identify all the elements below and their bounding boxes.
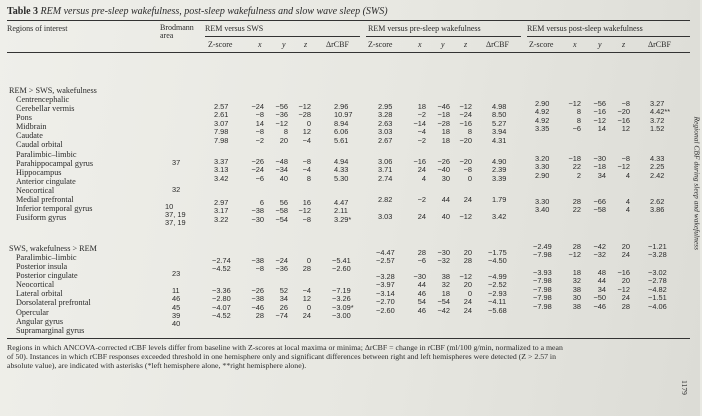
s2-g3-drcbf-block1: −1.21 −3.28 bbox=[648, 242, 667, 260]
s2-g3-zscore-block1: −2.49 −7.98 bbox=[533, 242, 552, 260]
header-group-rem-pre: REM versus pre-sleep wakefulness bbox=[368, 24, 481, 33]
header-group-rem-post: REM versus post-sleep wakefulness bbox=[527, 24, 643, 33]
s1-g1-zscore-block2: 3.37 3.13 3.42 bbox=[214, 157, 229, 183]
s1-g1-zc-block1: −12 −28 0 12 −4 bbox=[298, 102, 311, 145]
s2-g1-zc-block1: 0 28 bbox=[302, 256, 311, 274]
s2-g1-y-block1: −24 −36 bbox=[275, 256, 288, 274]
section1-region-list: Centrencephalic Cerebellar vermis Pons Midbrain Caudate Caudal orbital Paralimbic–limbic Parahippocampal gyrus Hippocampus Anterior cingulate Neocortical Medial prefrontal Inferior temporal gyrus Fusiform gyrus bbox=[16, 95, 94, 223]
subheader-zc2: z bbox=[464, 40, 468, 49]
subheader-z2: Z-score bbox=[368, 40, 393, 49]
table-title bbox=[7, 6, 388, 17]
s1-g1-x-block2: −26 −24 −6 bbox=[251, 157, 264, 183]
subheader-x1: x bbox=[258, 40, 262, 49]
header-brodmann: Brodmann area bbox=[160, 23, 194, 40]
s2-g2-y-block1: −30 −32 bbox=[437, 248, 450, 266]
s2-g2-drcbf-block2: −4.99 −2.52 −2.93 −4.11 −5.68 bbox=[488, 272, 507, 315]
s2-g2-x-block2: −30 44 46 54 46 bbox=[413, 272, 426, 315]
table-caption: REM versus pre-sleep wakefulness, post-sleep wakefulness and slow wave sleep (SWS) bbox=[40, 6, 388, 17]
s2-g2-zscore-block1: −4.47 −2.57 bbox=[376, 248, 395, 266]
s1-g3-drcbf-block2: 4.33 2.25 2.42 bbox=[650, 154, 665, 180]
s2-g1-zc-block2: −4 12 0 24 bbox=[302, 286, 311, 321]
s1-g2-zscore-block2: 3.06 3.71 2.74 bbox=[378, 157, 393, 183]
s1-g1-drcbf-block3: 4.47 2.11 3.29* bbox=[334, 198, 352, 224]
header-bottom-rule bbox=[7, 52, 690, 53]
section1-heading: REM > SWS, wakefulness bbox=[9, 86, 97, 95]
group3-rule bbox=[527, 36, 690, 37]
s2-g2-zc-block2: −12 20 0 24 24 bbox=[459, 272, 472, 315]
group2-rule bbox=[366, 36, 521, 37]
s2-g1-zscore-block1: −2.74 −4.52 bbox=[212, 256, 231, 274]
s2-g1-x-block1: −38 −8 bbox=[251, 256, 264, 274]
subheader-y3: y bbox=[598, 40, 602, 49]
header-group-rem-sws: REM versus SWS bbox=[205, 24, 264, 33]
section2-heading: SWS, wakefulness > REM bbox=[9, 244, 97, 253]
s2-g3-x-block1: 28 −12 bbox=[568, 242, 581, 260]
s2-g3-zc-block1: 20 24 bbox=[621, 242, 630, 260]
s1-g3-zscore-block3: 3.30 3.40 bbox=[535, 197, 550, 215]
footnote-line3: absolute value), are indicated with asterisks (*left hemisphere alone, **right hemisphere alone). bbox=[7, 361, 307, 370]
subheader-x3: x bbox=[573, 40, 577, 49]
header-regions: Regions of interest bbox=[7, 24, 68, 33]
brodmann-value: 37 bbox=[172, 158, 181, 167]
subheader-y1: y bbox=[282, 40, 286, 49]
s1-g1-x-block3: 6 −38 −30 bbox=[251, 198, 264, 224]
subheader-y2: y bbox=[441, 40, 445, 49]
table-bottom-rule bbox=[7, 338, 690, 339]
s1-g2-zc-block2: −20 −8 0 bbox=[459, 157, 472, 183]
s2-g1-y-block2: 52 34 26 −74 bbox=[275, 286, 288, 321]
subheader-d2: ΔrCBF bbox=[486, 40, 509, 49]
s1-g3-zscore-block1: 2.90 4.92 4.92 3.35 bbox=[535, 99, 550, 134]
s1-g2-y-block1: −46 −18 −28 18 18 bbox=[437, 102, 450, 145]
running-header: Regional CBF during sleep and wakefulness bbox=[693, 116, 702, 250]
s1-g3-x-block3: 28 22 bbox=[572, 197, 581, 215]
s1-g2-drcbf-block1: 4.98 8.50 5.27 3.94 4.31 bbox=[492, 102, 507, 145]
s1-g3-zc-block3: 4 4 bbox=[625, 197, 630, 215]
subheader-x2: x bbox=[418, 40, 422, 49]
s2-g3-x-block2: 18 32 38 30 38 bbox=[572, 268, 581, 311]
s1-g1-y-block2: −48 −34 40 bbox=[275, 157, 288, 183]
subheader-z3: Z-score bbox=[529, 40, 554, 49]
s2-g3-zc-block2: −16 20 −12 24 28 bbox=[617, 268, 630, 311]
s1-g3-y-block2: −30 −18 34 bbox=[593, 154, 606, 180]
s1-g1-y-block3: 56 −58 −54 bbox=[275, 198, 288, 224]
subheader-z1: Z-score bbox=[208, 40, 233, 49]
brodmann-value: 32 bbox=[172, 185, 181, 194]
page-number: 1179 bbox=[680, 380, 690, 395]
s1-g1-zc-block3: 16 −12 −8 bbox=[298, 198, 311, 224]
table-label: Table 3 bbox=[7, 6, 39, 17]
s1-g3-y-block1: −56 −16 −12 14 bbox=[593, 99, 606, 134]
s2-g3-drcbf-block2: −3.02 −2.78 −4.82 −1.51 −4.06 bbox=[648, 268, 667, 311]
s1-g3-zc-block2: −8 −12 4 bbox=[617, 154, 630, 180]
s1-g2-drcbf-block3: 1.79 3.42 bbox=[492, 195, 507, 221]
s2-g1-drcbf-block2: −7.19 −3.26 −3.09* −3.00 bbox=[332, 286, 354, 321]
s1-g2-y-block2: −26 −40 30 bbox=[437, 157, 450, 183]
subheader-d1: ΔrCBF bbox=[326, 40, 349, 49]
subheader-d3: ΔrCBF bbox=[648, 40, 671, 49]
s1-g1-drcbf-block2: 4.94 4.33 5.30 bbox=[334, 157, 349, 183]
s1-g2-y-block3: 44 40 bbox=[441, 195, 450, 221]
s1-g3-drcbf-block1: 3.27 4.42** 3.72 1.52 bbox=[650, 99, 671, 134]
s1-g1-zc-block2: −8 −4 8 bbox=[302, 157, 311, 183]
s2-g2-drcbf-block1: −1.75 −4.50 bbox=[488, 248, 507, 266]
section2-region-list: Paralimbic–limbic Posterior insula Posterior cingulate Neocortical Lateral orbital Dorsolateral prefrontal Opercular Angular gyrus Supramarginal gyrus bbox=[16, 253, 91, 335]
s2-g3-y-block1: −42 −32 bbox=[593, 242, 606, 260]
s1-g1-y-block1: −56 −36 −12 8 20 bbox=[275, 102, 288, 145]
s1-g3-zc-block1: −8 −20 −16 12 bbox=[617, 99, 630, 134]
s2-g3-zscore-block2: −3.93 −7.98 −7.98 −7.98 −7.98 bbox=[533, 268, 552, 311]
s2-g1-x-block2: −26 −38 −46 28 bbox=[251, 286, 264, 321]
s1-g2-zc-block1: −12 −24 −16 8 −20 bbox=[459, 102, 472, 145]
brodmann-value: 10 bbox=[165, 202, 174, 211]
s2-g1-zscore-block2: −3.36 −2.80 −4.07 −4.52 bbox=[212, 286, 231, 321]
s2-g3-y-block2: 48 44 34 −50 −46 bbox=[593, 268, 606, 311]
footnote-line1: Regions in which ANCOVA-corrected rCBF levels differ from baseline with Z-scores at local maxima or minima; ΔrCBF = change in rCBF (ml/100 g/min, normalized to a mean bbox=[7, 343, 563, 352]
subheader-zc3: z bbox=[622, 40, 626, 49]
s1-g2-x-block2: −16 24 4 bbox=[413, 157, 426, 183]
s2-g2-zscore-block2: −3.28 −3.97 −3.14 −2.70 −2.60 bbox=[376, 272, 395, 315]
s1-g2-x-block3: −2 24 bbox=[417, 195, 426, 221]
subheader-zc1: z bbox=[304, 40, 308, 49]
brodmann-value: 37, 19 bbox=[165, 210, 186, 219]
section2-brodmann-list: 23 11 46 45 39 40 bbox=[172, 269, 181, 329]
s1-g3-x-block1: −12 8 8 −6 bbox=[568, 99, 581, 134]
footnote-line2: of 50). Instances in which rCBF responses exceeded threshold in one hemisphere only and significant differences between right and left hemispheres were detected (Z > 2.57 in bbox=[7, 352, 556, 361]
s1-g2-drcbf-block2: 4.90 2.39 3.39 bbox=[492, 157, 507, 183]
s1-g3-x-block2: −18 22 2 bbox=[568, 154, 581, 180]
s1-g3-drcbf-block3: 2.62 3.86 bbox=[650, 197, 665, 215]
top-rule bbox=[7, 20, 690, 21]
s2-g1-drcbf-block1: −5.41 −2.60 bbox=[332, 256, 351, 274]
s2-g2-y-block2: 38 32 18 −54 −42 bbox=[437, 272, 450, 315]
s1-g2-x-block1: 18 −2 −14 −4 −2 bbox=[413, 102, 426, 145]
group1-rule bbox=[205, 36, 360, 37]
s2-g2-x-block1: 28 −6 bbox=[417, 248, 426, 266]
s1-g2-zscore-block1: 2.95 3.28 2.63 3.03 2.67 bbox=[378, 102, 393, 145]
s1-g1-x-block1: −24 −8 14 −8 −2 bbox=[251, 102, 264, 145]
brodmann-value: 37, 19 bbox=[165, 218, 186, 227]
s2-g2-zc-block1: 20 28 bbox=[463, 248, 472, 266]
s1-g1-zscore-block1: 2.57 2.61 3.07 7.98 7.98 bbox=[214, 102, 229, 145]
s1-g3-zscore-block2: 3.20 3.30 2.90 bbox=[535, 154, 550, 180]
s1-g1-drcbf-block1: 2.96 10.97 8.94 6.06 5.61 bbox=[334, 102, 353, 145]
s1-g2-zscore-block3: 2.82 3.03 bbox=[378, 195, 393, 221]
s1-g3-y-block3: −66 −58 bbox=[593, 197, 606, 215]
s1-g1-zscore-block3: 2.97 3.17 3.22 bbox=[214, 198, 229, 224]
s1-g2-zc-block3: 24 −12 bbox=[459, 195, 472, 221]
